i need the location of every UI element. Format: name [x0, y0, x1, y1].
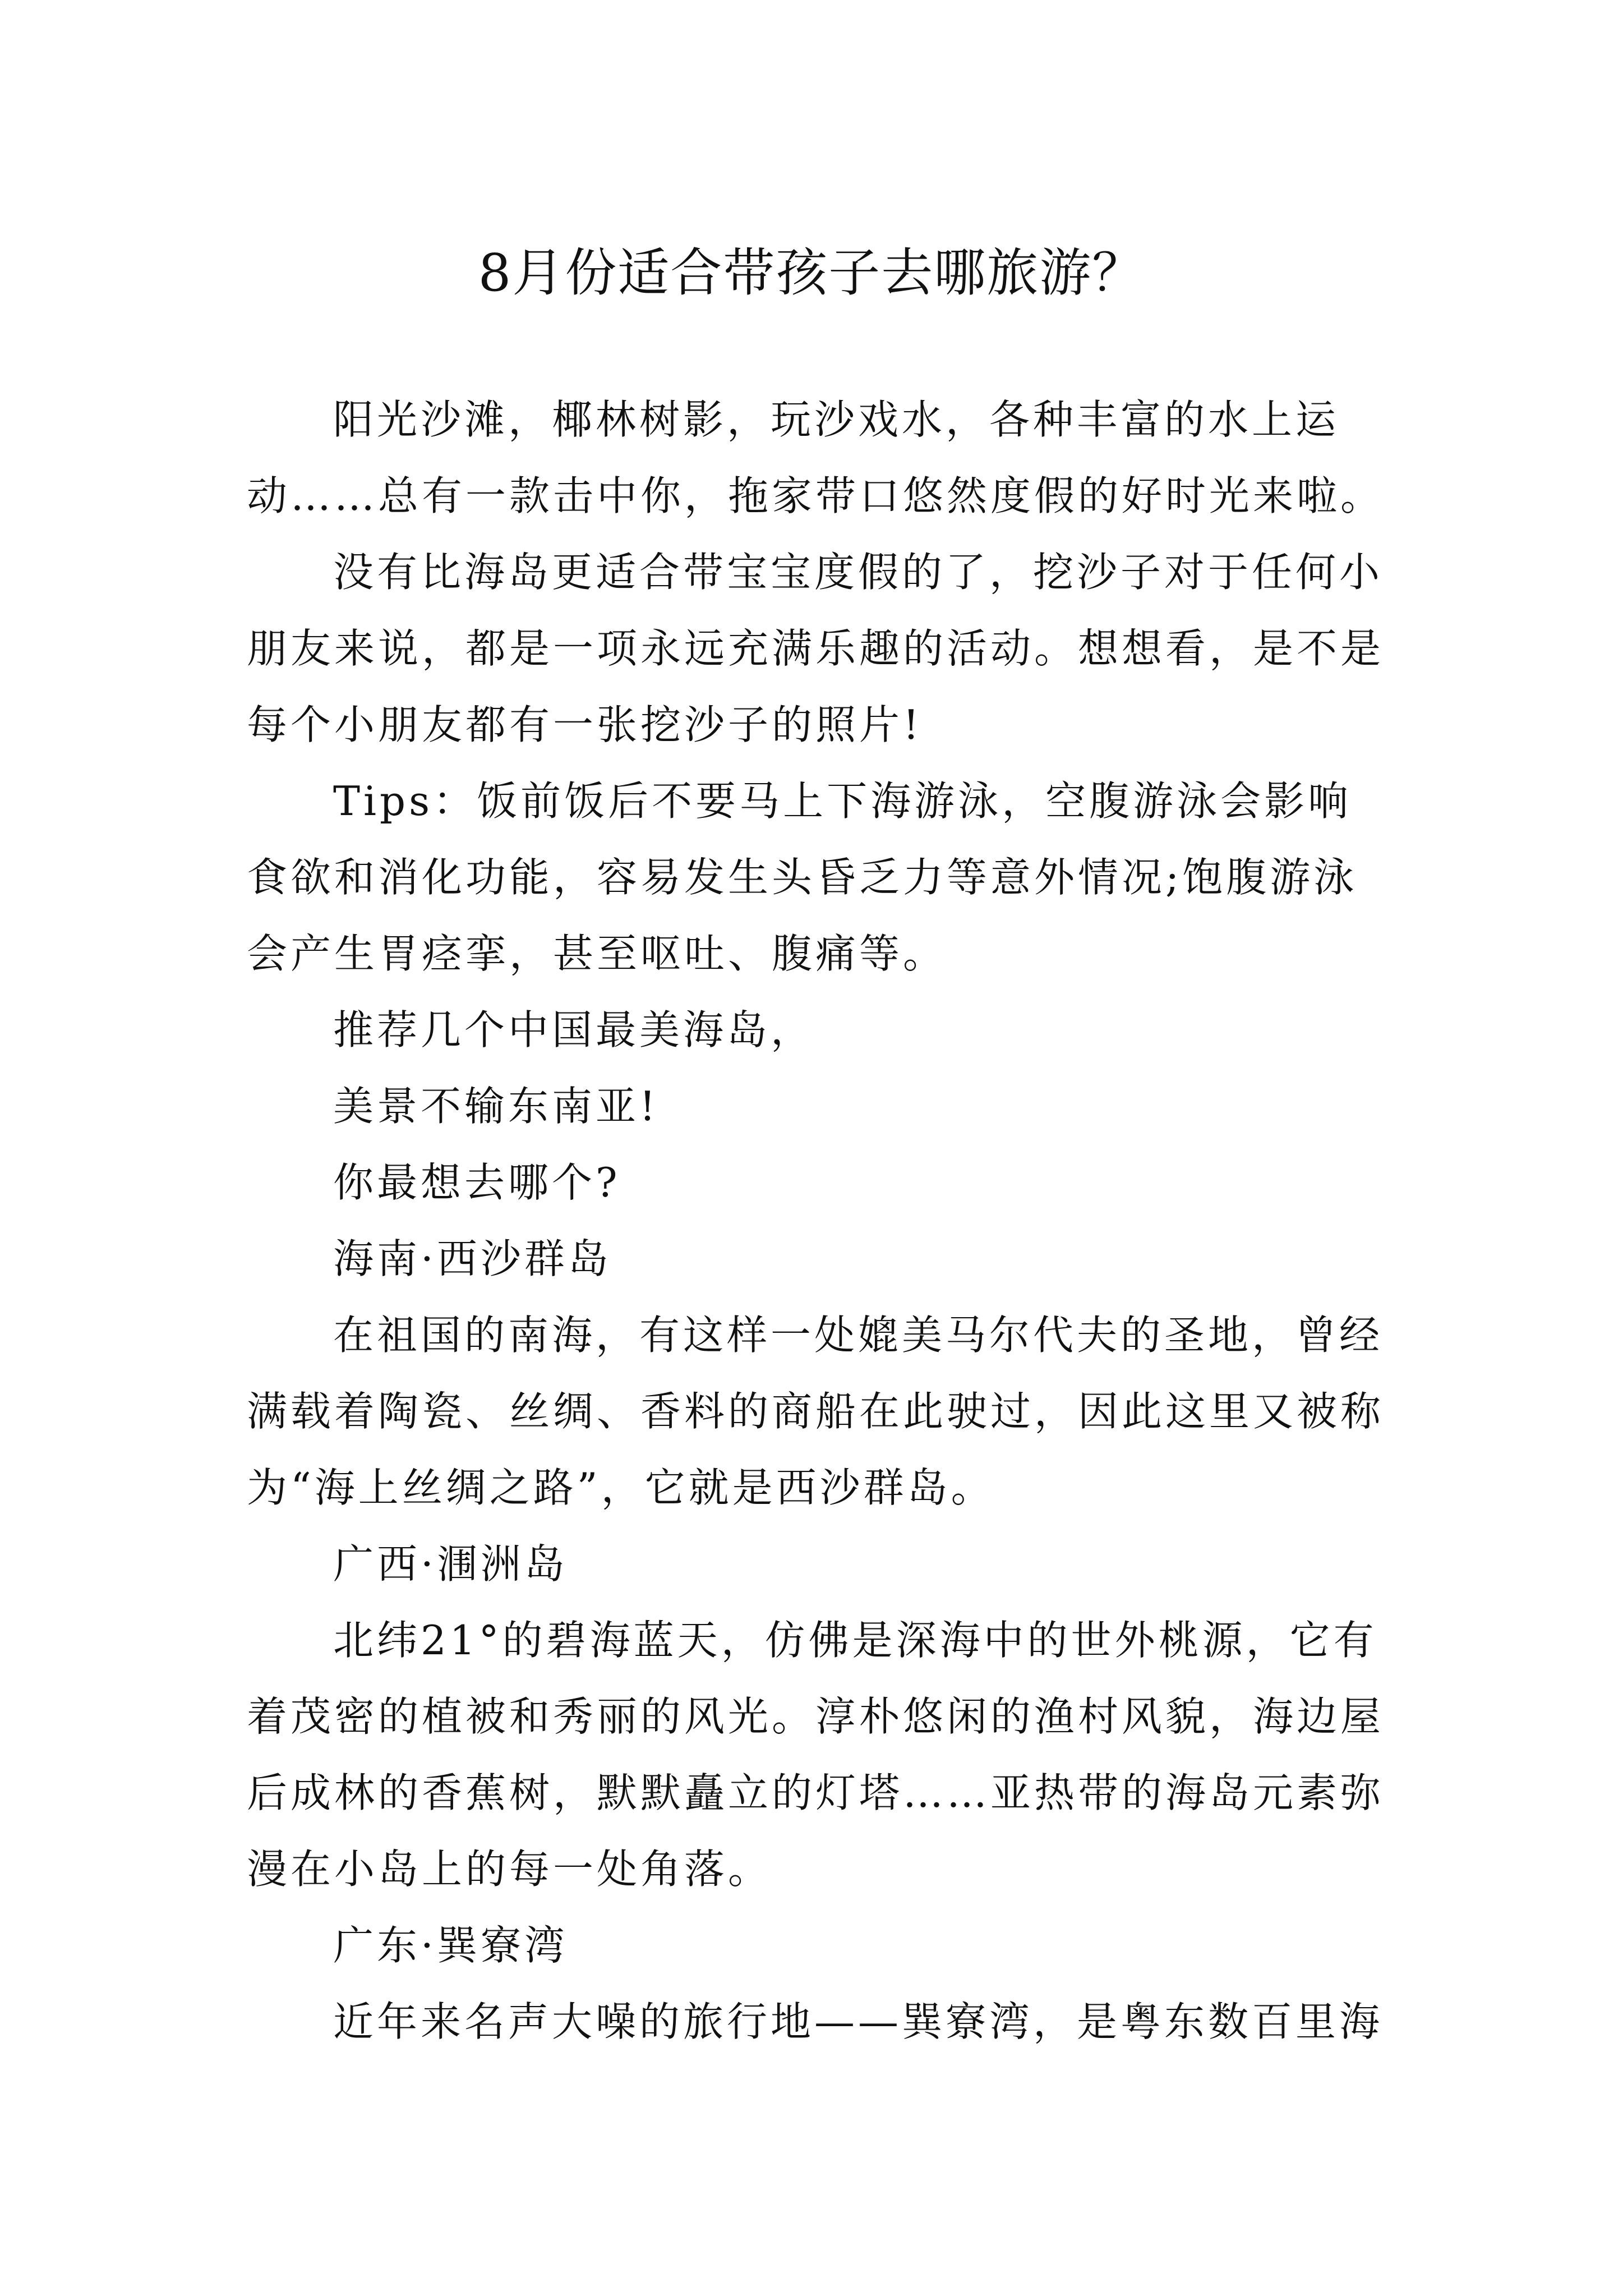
paragraph-tips: Tips：饭前饭后不要马上下海游泳，空腹游泳会影响食欲和消化功能，容易发生头昏乏力等意外情况;饱腹游泳会产生胃痉挛，甚至呕吐、腹痛等。: [247, 777, 1358, 977]
paragraph-sand-play: 没有比海岛更适合带宝宝度假的了，挖沙子对于任何小朋友来说，都是一项永远充满乐趣的活动。想想看，是不是每个小朋友都有一张挖沙子的照片!: [247, 549, 1385, 748]
paragraph-question: 你最想去哪个?: [333, 1159, 621, 1206]
paragraph-recommend: 推荐几个中国最美海岛，: [333, 1006, 815, 1053]
paragraph-xunliao: 近年来名声大噪的旅行地——巽寮湾，是粤东数百里海: [333, 1998, 1384, 2045]
section-heading-xisha: 海南·西沙群岛: [333, 1235, 612, 1282]
document-body: [247, 381, 1391, 2060]
paragraph-southeast-asia: 美景不输东南亚!: [333, 1083, 659, 1130]
paragraph-weizhou: 北纬21°的碧海蓝天，仿佛是深海中的世外桃源，它有着茂密的植被和秀丽的风光。淳朴悠闲的渔村风貌，海边屋后成林的香蕉树，默默矗立的灯塔……亚热带的海岛元素弥漫在小岛上的每一处角落。: [247, 1617, 1385, 1893]
paragraph-intro: 阳光沙滩，椰林树影，玩沙戏水，各种丰富的水上运动……总有一款击中你，拖家带口悠然度假的好时光来啦。: [247, 396, 1385, 519]
section-heading-xunliao: 广东·巽寮湾: [333, 1922, 568, 1969]
section-heading-weizhou: 广西·涠洲岛: [333, 1540, 568, 1588]
document-title: 8月份适合带孩子去哪旅游？: [478, 242, 1145, 303]
paragraph-xisha: 在祖国的南海，有这样一处媲美马尔代夫的圣地，曾经满载着陶瓷、丝绸、香料的商船在此驶过，因此这里又被称为“海上丝绸之路”，它就是西沙群岛。: [247, 1312, 1385, 1511]
